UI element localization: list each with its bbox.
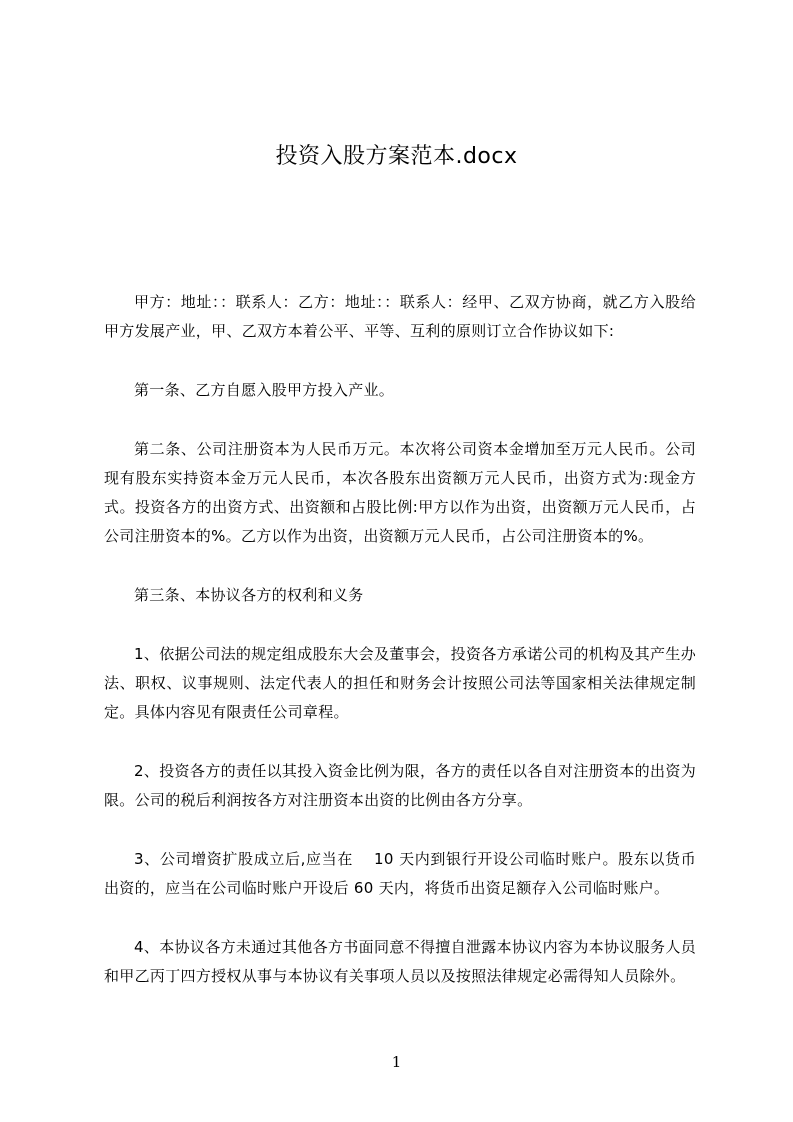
paragraph-clause-3: 3、公司增资扩股成立后,应当在 10 天内到银行开设公司临时账户。股东以货币出资的，应当在公司临时账户开设后 60 天内，将货币出资足额存入公司临时账户。 [104, 850, 696, 897]
paragraph-parties: 甲方：地址：：联系人：乙方：地址：：联系人：经甲、乙双方协商，就乙方入股给甲方发展产业，甲、乙双方本着公平、平等、互利的原则订立合作协议如下: [104, 293, 696, 340]
document-title: 投资入股方案范本.docx [275, 144, 518, 169]
page-number: 1 [391, 1053, 402, 1071]
paragraph-clause-2: 2、投资各方的责任以其投入资金比例为限，各方的责任以各自对注册资本的出资为限。公司的税后利润按各方对注册资本出资的比例由各方分享。 [104, 762, 696, 809]
paragraph-article-1: 第一条、乙方自愿入股甲方投入产业。 [134, 381, 395, 399]
paragraph-clause-1: 1、依据公司法的规定组成股东大会及董事会，投资各方承诺公司的机构及其产生办法、职权、议事规则、法定代表人的担任和财务会计按照公司法等国家相关法律规定制定。具体内容见有限责任公司章程。 [104, 645, 696, 721]
document-body [104, 288, 696, 1021]
paragraph-article-2: 第二条、公司注册资本为人民币万元。本次将公司资本金增加至万元人民币。公司现有股东实持资本金万元人民币，本次各股东出资额万元人民币，出资方式为:现金方式。投资各方的出资方式、出资额和占股比例:甲方以作为出资，出资额万元人民币，占公司注册资本的%。乙方以作为出资，出资额万元人民币，占公司注册资本的%。 [104, 440, 696, 545]
paragraph-article-3-heading: 第三条、本协议各方的权利和义务 [134, 586, 364, 604]
paragraph-clause-4: 4、本协议各方未通过其他各方书面同意不得擅自泄露本协议内容为本协议服务人员和甲乙丙丁四方授权从事与本协议有关事项人员以及按照法律规定必需得知人员除外。 [104, 938, 696, 985]
